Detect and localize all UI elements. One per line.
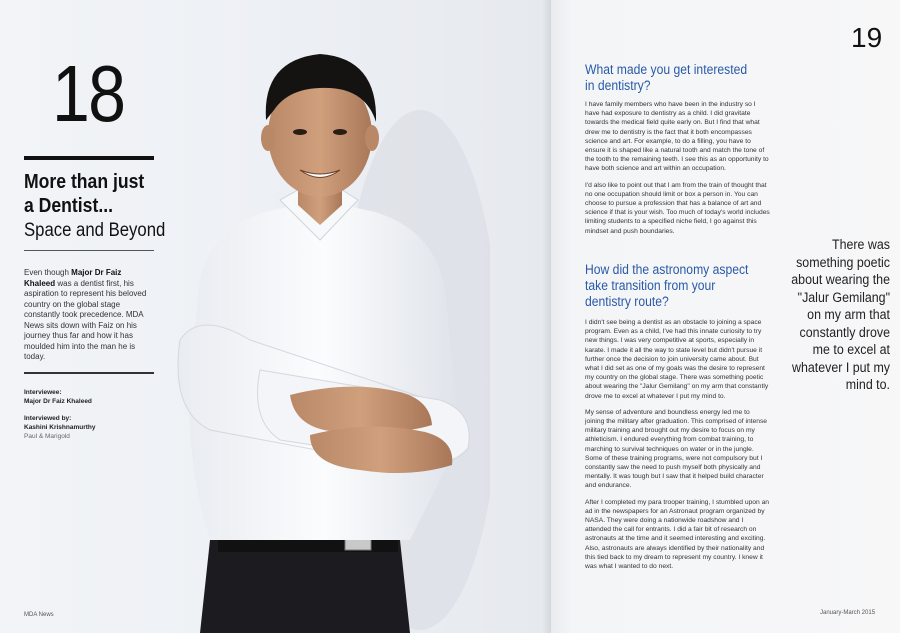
article-title: More than just a Dentist... bbox=[24, 171, 145, 217]
interviewer-name: Kashini Krishnamurthy bbox=[24, 424, 96, 431]
question-1: What made you get interested in dentistry? bbox=[585, 62, 748, 93]
answer-2 bbox=[585, 318, 770, 578]
interviewer-org: Paul & Marigold bbox=[24, 433, 70, 440]
interviewer-label: Interviewed by: bbox=[24, 415, 72, 422]
footer-right: January-March 2015 bbox=[820, 610, 876, 616]
intro-post: was a dentist first, his aspiration to represent his beloved country on the global stage constantly took precedence. MDA News sits down with Faiz on his journey thus far and how it has moulded him into the man he is today. bbox=[24, 278, 147, 361]
footer-left: MDA News bbox=[24, 612, 54, 618]
subtitle-rule bbox=[24, 250, 154, 251]
answer-2-paragraph: My sense of adventure and boundless energy led me to joining the military after graduation. This comprised of intense military training and brought out my desire to focus on my athleticism. I endured everything from combat training, to marching to survival techniques on water or in the jungle. Some of these training programs, were not compulsory but I constantly saw the need to push myself both physically and mentally. It was tough but I saw that it helped build character and endurance. bbox=[585, 408, 768, 490]
answer-1-paragraph: I'd also like to point out that I am from the train of thought that no one occupation should limit or box a person in. You can choose to pursue a profession that has a balance of art and science if that is your wish. Too much of today's world includes limiting students to a specified niche field, I go against this mindset and push boundaries. bbox=[585, 181, 770, 235]
answer-1-paragraph: I have family members who have been in the industry so I have had exposure to dentistry as a child. I did gravitate towards the medical field quite early on. But I find that what drew me to dentistry is the fact that it both encompasses science and art. For example, to do a filling, you have to ensure it is shaped like a natural tooth and match the tone of the tooth to the remaining teeth. I see this as an opportunity to have both science and art within an occupation. bbox=[585, 101, 769, 173]
portrait-photo bbox=[170, 40, 490, 633]
article-subtitle: Space and Beyond bbox=[24, 220, 166, 241]
interviewee-label: Interviewee: bbox=[24, 389, 62, 396]
page-number-right: 19 bbox=[851, 22, 883, 53]
intro-pre: Even though bbox=[24, 268, 72, 277]
credits bbox=[24, 388, 154, 441]
answer-1 bbox=[585, 100, 770, 243]
answer-2-paragraph: I didn't see being a dentist as an obstacle to joining a space program. Even as a child, I've had this innate curiosity to try new things. I was very competitive at sports, especially in karate. I made it all the way to state level but didn't pursue it further once the decision to join university came about. But what I did set as one of my goals was the desire to represent my country on the global stage. There was something poetic about wearing the "Jalur Gemilang" on my arm that constantly drove me to excel at whatever I put my mind to. bbox=[585, 319, 769, 400]
credits-rule bbox=[24, 372, 154, 374]
interviewee-name: Major Dr Faiz Khaleed bbox=[24, 398, 92, 405]
pull-quote: There was something poetic about wearing the "Jalur Gemilang" on my arm that constantly drove me to excel at whatever I put my mind to. bbox=[791, 237, 890, 392]
answer-2-paragraph: After I completed my para trooper training, I stumbled upon an ad in the newspapers for an Astronaut program organized by NASA. They were doing a nationwide roadshow and I attended the call for entrants. I did a fair bit of research on astronauts at the time and it seemed interesting and exciting. Also, astronauts are always identified by their nationality and this tied back to my dream to represent my country. I knew it was what I wanted to do next. bbox=[585, 498, 770, 571]
title-rule bbox=[24, 156, 154, 160]
intro-paragraph bbox=[24, 268, 154, 363]
question-2: How did the astronomy aspect take transition from your dentistry route? bbox=[585, 262, 749, 309]
page-number-left: 18 bbox=[52, 49, 125, 138]
intro-name: Major Dr Faiz Khaleed bbox=[24, 268, 122, 288]
